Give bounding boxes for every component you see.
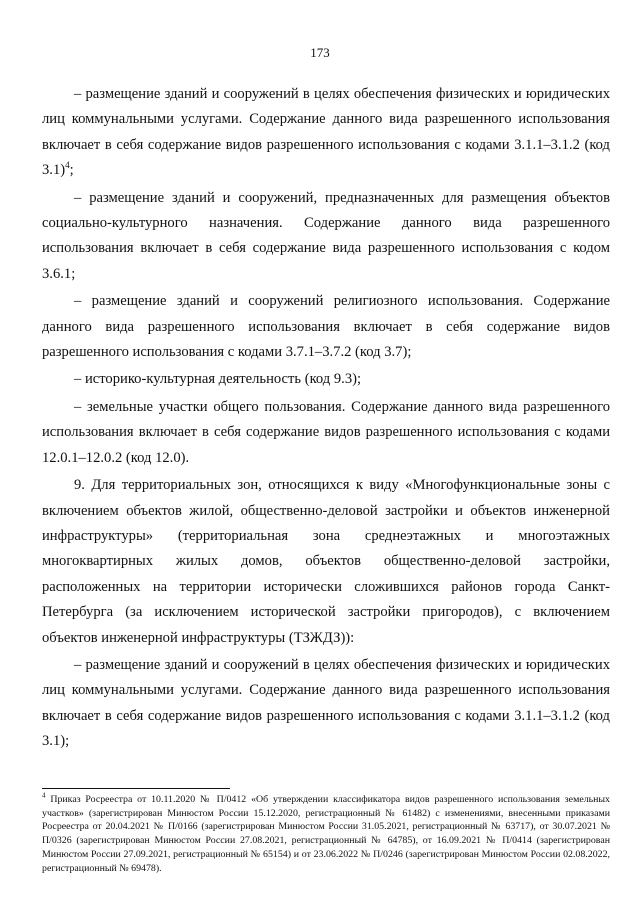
page-number: 173 xyxy=(310,45,330,60)
footnote-text: Приказ Росреестра от 10.11.2020 № П/0412 «Об утверждении классификатора видов разрешенного использования земельных участков» (зарегистрирован Минюстом России 15.12.2020, регистрационный № 61482) с изменениями, внесенными приказами Росреестра от 20.04.2021 № П/0166 (зарегистрирован Минюстом России 31.05.2021, регистрационный № 63717), от 30.07.2021 № П/0326 (зарегистрирован Минюстом России 27.08.2021, регистрационный № 64785), от 16.09.2021 № П/0414 (зарегистрирован Минюстом России 27.09.2021, регистрационный № 65154) и от 23.06.2022 № П/0246 (зарегистрирован Минюстом России 02.08.2022, регистрационный № 69478). xyxy=(42,794,610,874)
paragraph-item-9: 9. Для территориальных зон, относящихся к виду «Многофункциональные зоны с включением объектов жилой, общественно-деловой застройки и объектов инженерной инфраструктуры» (территориальная зона среднеэтажных и многоэтажных многоквартирных жилых домов, объектов общественно-деловой застройки, расположенных на территории исторически сложившихся районов города Санкт-Петербурга (за исключением исторической застройки пригородов), с включением объектов инженерной инфраструктуры (ТЗЖДЗ)): xyxy=(42,477,610,646)
footnote-divider xyxy=(42,788,230,789)
footnote-marker: 4 xyxy=(42,791,46,800)
document-body xyxy=(42,82,610,755)
paragraph-utilities xyxy=(42,82,610,184)
paragraph-text-suffix: ; xyxy=(69,162,74,179)
paragraph-social-cultural: – размещение зданий и сооружений, предназначенных для размещения объектов социально-культурного назначения. Содержание данного вида разрешенного использования включает в себя содержание вида разрешенного использования с кодом 3.6.1; xyxy=(42,189,610,282)
paragraph-public-land: – земельные участки общего пользования. Содержание данного вида разрешенного использования включает в себя содержание видов разрешенного использования с кодами 12.0.1–12.0.2 (код 12.0). xyxy=(42,398,610,466)
paragraph-text: – размещение зданий и сооружений в целях обеспечения физических и юридических лиц коммунальными услугами. Содержание данного вида разрешенного использования включает в себя содержание видов разрешенного использования с кодами 3.1.1–3.1.2 (код 3.1) xyxy=(42,86,610,179)
footnote-reference: 4 xyxy=(65,160,70,171)
footnote xyxy=(42,793,610,875)
paragraph-historical-cultural: – историко-культурная деятельность (код 9.3); xyxy=(74,371,362,388)
paragraph-utilities-2: – размещение зданий и сооружений в целях обеспечения физических и юридических лиц коммунальными услугами. Содержание данного вида разрешенного использования включает в себя содержание видов разрешенного использования с кодами 3.1.1–3.1.2 (код 3.1); xyxy=(42,656,610,750)
paragraph-religious: – размещение зданий и сооружений религиозного использования. Содержание данного вида разрешенного использования включает в себя содержание видов разрешенного использования с кодами 3.7.1–3.7.2 (код 3.7); xyxy=(42,293,610,361)
